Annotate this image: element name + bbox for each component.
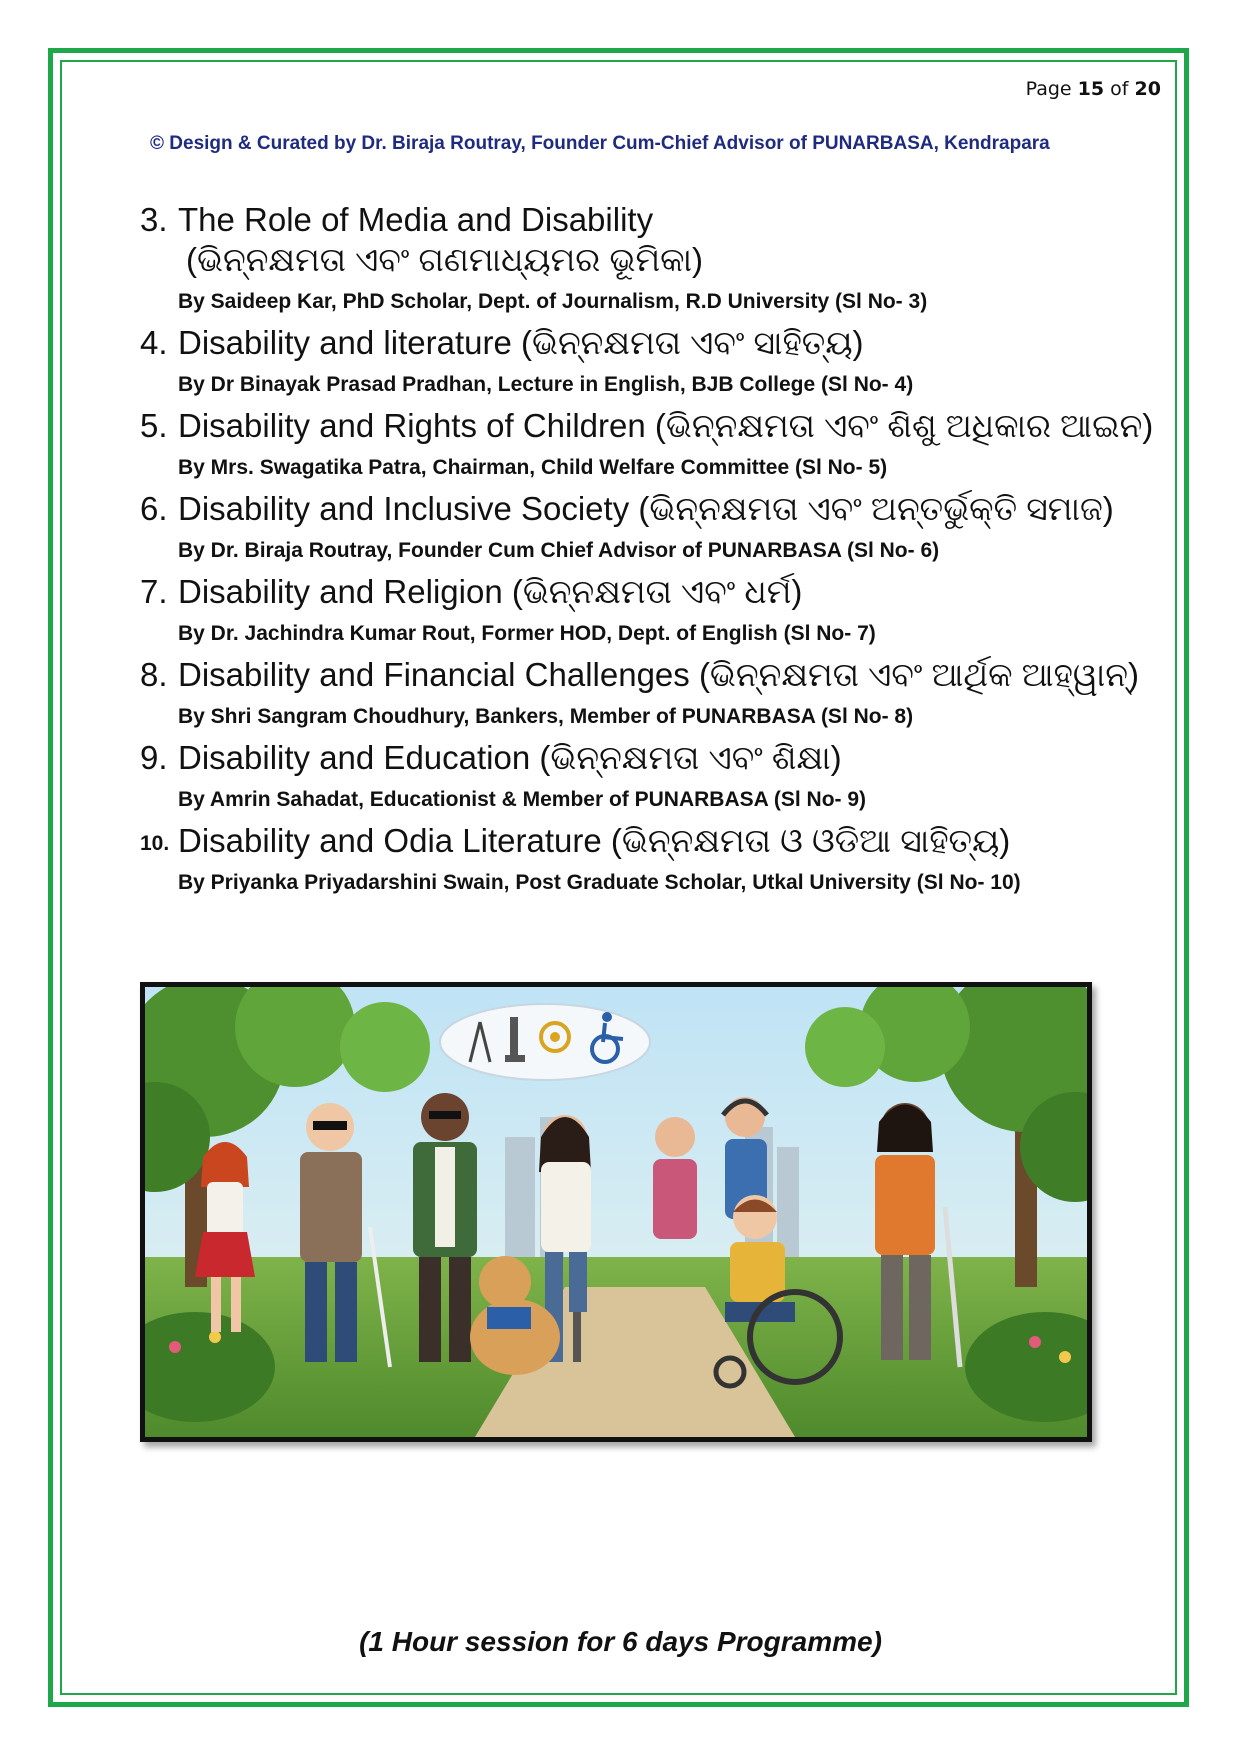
icons-speech-bubble <box>440 1004 650 1080</box>
item-number: 10. <box>140 832 170 855</box>
list-item <box>140 821 1160 896</box>
item-title: The Role of Media and Disability <box>178 201 654 238</box>
item-byline: By Priyanka Priyadarshini Swain, Post Graduate Scholar, Utkal University (Sl No- 10) <box>178 871 1021 894</box>
session-list <box>140 200 1160 904</box>
item-number: 6. <box>140 490 168 527</box>
page-current: 15 <box>1077 78 1105 100</box>
item-byline: By Dr Binayak Prasad Pradhan, Lecture in English, BJB College (Sl No- 4) <box>178 373 914 396</box>
item-byline: By Mrs. Swagatika Patra, Chairman, Child Welfare Committee (Sl No- 5) <box>178 456 888 479</box>
list-item <box>140 655 1160 730</box>
page-label: Page <box>1025 78 1072 100</box>
item-byline: By Dr. Biraja Routray, Founder Cum Chief Advisor of PUNARBASA (Sl No- 6) <box>178 539 940 562</box>
item-number: 7. <box>140 573 168 610</box>
item-byline: By Saideep Kar, PhD Scholar, Dept. of Journalism, R.D University (Sl No- 3) <box>178 290 928 313</box>
item-title: Disability and literature (ଭିନ୍ନକ୍ଷମତା ଏବଂ ସାହିତ୍ୟ) <box>178 324 864 361</box>
programme-note: (1 Hour session for 6 days Programme) <box>359 1626 882 1657</box>
item-title: Disability and Odia Literature (ଭିନ୍ନକ୍ଷମତା ଓ ଓଡିଆ ସାହିତ୍ୟ) <box>178 822 1011 859</box>
item-title: Disability and Religion (ଭିନ୍ନକ୍ଷମତା ଏବଂ ଧର୍ମ) <box>178 573 803 610</box>
item-byline: By Shri Sangram Choudhury, Bankers, Member of PUNARBASA (Sl No- 8) <box>178 705 914 728</box>
credit-line: © Design & Curated by Dr. Biraja Routray, Founder Cum-Chief Advisor of PUNARBASA, Kendrapara <box>150 133 1050 154</box>
list-item <box>140 572 1160 647</box>
item-title: Disability and Rights of Children (ଭିନ୍ନକ୍ଷମତା ଏବଂ ଶିଶୁ ଅଧିକାର ଆଇନ) <box>178 407 1154 444</box>
item-number: 9. <box>140 739 168 776</box>
item-byline: By Dr. Jachindra Kumar Rout, Former HOD, Dept. of English (Sl No- 7) <box>178 622 876 645</box>
page-number <box>1026 78 1161 100</box>
inclusion-illustration <box>140 982 1092 1442</box>
list-item <box>140 200 1160 315</box>
item-number: 8. <box>140 656 168 693</box>
park-scene <box>145 987 1087 1437</box>
item-title: Disability and Education (ଭିନ୍ନକ୍ଷମତା ଏବଂ ଶିକ୍ଷା) <box>178 739 842 776</box>
item-subtitle: (ଭିନ୍ନକ୍ଷମତା ଏବଂ ଗଣମାଧ୍ୟମର ଭୂମିକା) <box>186 241 704 278</box>
woman-pink <box>653 1117 697 1239</box>
item-number: 5. <box>140 407 168 444</box>
item-title: Disability and Inclusive Society (ଭିନ୍ନକ୍ଷମତା ଏବଂ ଅନ୍ତର୍ଭୁକ୍ତି ସମାଜ) <box>178 490 1114 527</box>
page-of: of <box>1110 78 1129 100</box>
item-number: 3. <box>140 201 168 238</box>
page-total: 20 <box>1134 78 1161 100</box>
list-item <box>140 406 1160 481</box>
item-number: 4. <box>140 324 168 361</box>
item-byline: By Amrin Sahadat, Educationist & Member of PUNARBASA (Sl No- 9) <box>178 788 867 811</box>
list-item <box>140 738 1160 813</box>
item-title: Disability and Financial Challenges (ଭିନ୍ନକ୍ଷମତା ଏବଂ ଆର୍ଥିକ ଆହ୍ୱାନ୍) <box>178 656 1140 693</box>
list-item <box>140 489 1160 564</box>
list-item <box>140 323 1160 398</box>
